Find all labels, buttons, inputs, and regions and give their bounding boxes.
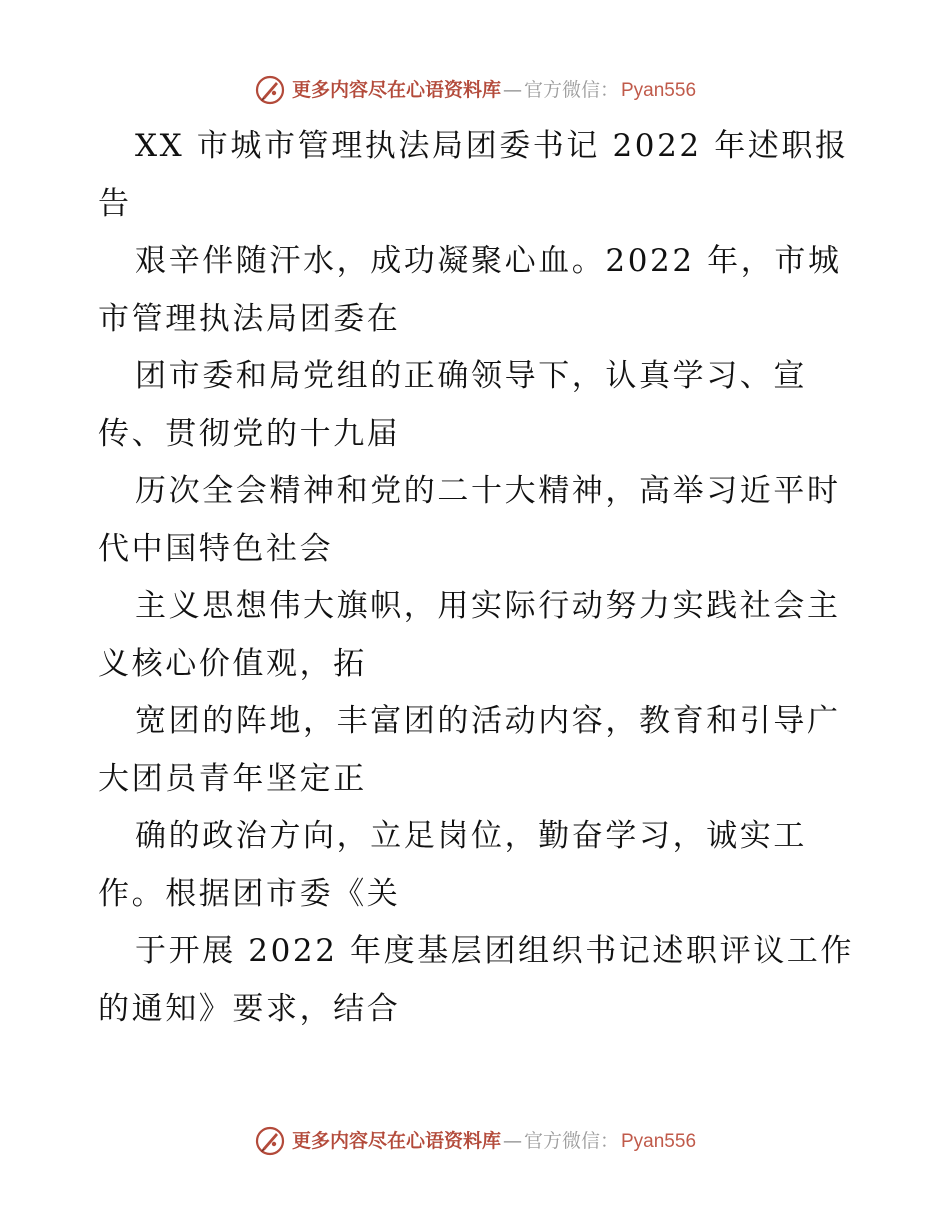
banner-wechat-label: 官方微信：	[523, 78, 619, 101]
body-line: 作。根据团市委《关	[98, 875, 401, 912]
document-body	[98, 118, 858, 1038]
quill-logo-icon	[254, 74, 286, 106]
title-line-2: 告	[98, 185, 132, 222]
banner-separator: —	[502, 1129, 522, 1152]
body-line: 主义思想伟大旗帜，用实际行动努力实践社会主	[135, 588, 841, 624]
banner-wechat-id: Pyan556	[621, 79, 697, 101]
body-line: 传、贯彻党的十九届	[98, 415, 401, 452]
body-line: 历次全会精神和党的二十大精神，高举习近平时	[135, 473, 841, 509]
banner-main-text: 更多内容尽在心语资料库	[291, 78, 501, 101]
header-banner	[0, 73, 950, 107]
footer-banner	[0, 1124, 950, 1158]
body-line: 艰辛伴随汗水，成功凝聚心血。2022 年，市城	[135, 243, 842, 279]
body-line: 团市委和局党组的正确领导下，认真学习、宣	[135, 358, 807, 394]
banner-wechat-label: 官方微信：	[523, 1129, 619, 1152]
body-line: 确的政治方向，立足岗位，勤奋学习，诚实工	[135, 818, 807, 854]
body-line: 大团员青年坚定正	[98, 760, 367, 797]
body-line: 的通知》要求，结合	[98, 990, 401, 1027]
banner-separator: —	[502, 78, 522, 101]
banner-main-text: 更多内容尽在心语资料库	[291, 1129, 501, 1152]
body-line: 市管理执法局团委在	[98, 300, 401, 337]
title-line-1: XX 市城市管理执法局团委书记 2022 年述职报	[135, 128, 849, 164]
body-line: 宽团的阵地，丰富团的活动内容，教育和引导广	[135, 703, 841, 739]
quill-logo-icon	[254, 1125, 286, 1157]
banner-wechat-id: Pyan556	[621, 1130, 697, 1152]
body-line: 代中国特色社会	[98, 530, 334, 567]
body-line: 于开展 2022 年度基层团组织书记述职评议工作	[135, 933, 854, 969]
body-line: 义核心价值观，拓	[98, 645, 367, 682]
